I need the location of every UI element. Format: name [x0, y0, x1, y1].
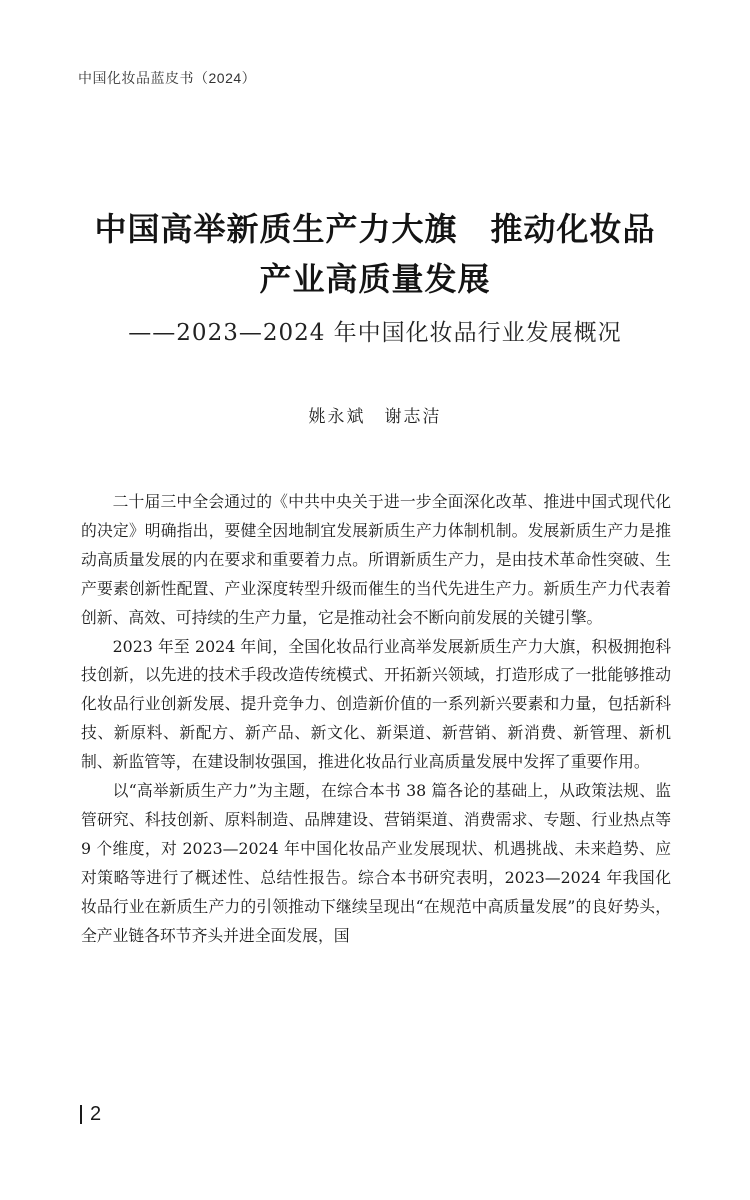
page-number-value: 2 — [90, 1102, 102, 1125]
article-authors: 姚永斌 谢志洁 — [308, 407, 442, 427]
article-body — [81, 488, 671, 951]
article-subtitle: ——2023—2024 年中国化妆品行业发展概况 — [128, 320, 622, 346]
body-paragraph-3: 以“高举新质生产力”为主题，在综合本书 38 篇各论的基础上，从政策法规、监管研究、科技创新、原料制造、品牌建设、营销渠道、消费需求、专题、行业热点等 9 个维度，对 2023—2024 年中国化妆品产业发展现状、机遇挑战、未来趋势、应对策略等进行了概述性、总结性报告。综合本书研究表明，2023—2024 年我国化妆品行业在新质生产力的引领推动下继续呈现出“在规范中高质量发展”的良好势头，全产业链各环节齐头并进全面发展，国 — [81, 781, 671, 945]
article-title-line-2: 产业高质量发展 — [259, 260, 491, 298]
body-paragraph-1: 二十届三中全会通过的《中共中央关于进一步全面深化改革、推进中国式现代化的决定》明确指出，要健全因地制宜发展新质生产力体制机制。发展新质生产力是推动高质量发展的内在要求和重要着力点。所谓新质生产力，是由技术革命性突破、生产要素创新性配置、产业深度转型升级而催生的当代先进生产力。新质生产力代表着创新、高效、可持续的生产力量，它是推动社会不断向前发展的关键引擎。 — [81, 492, 671, 627]
running-header: 中国化妆品蓝皮书（2024） — [78, 70, 257, 86]
article-title-line-1: 中国高举新质生产力大旗 推动化妆品 — [94, 210, 656, 248]
page-number — [80, 1102, 101, 1126]
body-paragraph-2: 2023 年至 2024 年间，全国化妆品行业高举发展新质生产力大旗，积极拥抱科技创新，以先进的技术手段改造传统模式、开拓新兴领域，打造形成了一批能够推动化妆品行业创新发展、提升竞争力、创造新价值的一系列新兴要素和力量，包括新科技、新原料、新配方、新产品、新文化、新渠道、新营销、新消费、新管理、新机制、新监管等，在建设制妆强国，推进化妆品行业高质量发展中发挥了重要作用。 — [81, 636, 671, 772]
page-number-bar — [80, 1105, 82, 1124]
